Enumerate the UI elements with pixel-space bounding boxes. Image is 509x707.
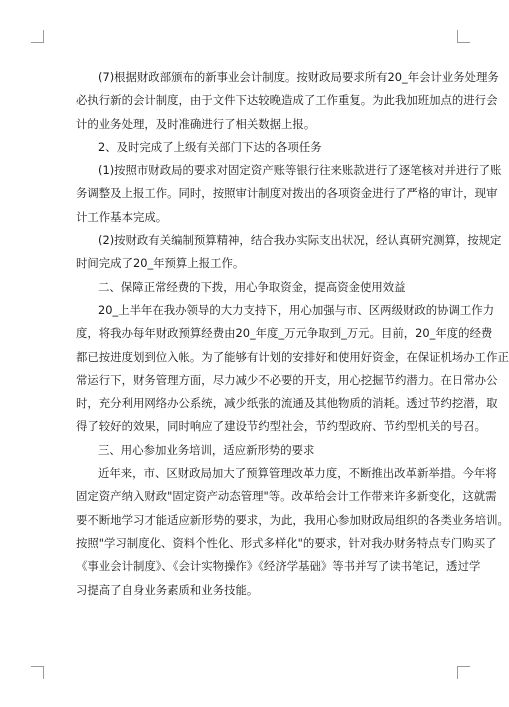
paragraph-line: 计的业务处理，及时准确进行了相关数据上报。 xyxy=(76,116,316,131)
paragraph-line: (2)按财政有关编制预算精神，结合我办实际支出状况，经认真研究测算，按规定 xyxy=(98,233,502,248)
section-heading: 2、及时完成了上级有关部门下达的各项任务 xyxy=(98,139,322,154)
paragraph-line: 固定资产纳入财政"固定资产动态管理"等。改革给会计工作带来许多新变化，这就需 xyxy=(76,489,497,504)
crop-mark-bottom-left xyxy=(31,666,44,679)
paragraph-line: 时间完成了20_年预算上报工作。 xyxy=(76,256,245,271)
paragraph-line: 度，将我办每年财政预算经费由20_年度_万元争取到_万元。目前，20_年度的经费 xyxy=(76,326,493,341)
paragraph-line: 按照"学习制度化、资料个性化、形式多样化"的要求，针对我办财务特点专门购买了 xyxy=(76,535,497,550)
paragraph-line: (7)根据财政部颁布的新事业会计制度。按财政局要求所有20_年会计业务处理务 xyxy=(98,70,499,84)
document-body xyxy=(76,66,509,602)
crop-mark-top-left xyxy=(31,30,44,43)
paragraph-line: 务调整及上报工作。同时，按照审计制度对拨出的各项资金进行了严格的审计，现审 xyxy=(76,186,498,201)
paragraph-line: 都已按进度划到位入帐。为了能够有计划的安排好和使用好资金，在保证机场办工作正 xyxy=(76,349,509,364)
paragraph-line: 常运行下，财务管理方面，尽力减少不必要的开支，用心挖掘节约潜力。在日常办公 xyxy=(76,372,498,387)
paragraph-line: 《事业会计制度》、《会计实物操作》《经济学基础》等书并写了读书笔记，透过学 xyxy=(76,559,481,574)
paragraph-line: 20_上半年在我办领导的大力支持下，用心加强与市、区两级财政的协调工作力 xyxy=(98,302,495,317)
crop-mark-bottom-right xyxy=(457,666,470,679)
paragraph-line: 近年来，市、区财政局加大了预算管理改革力度，不断推出改革新举措。今年将 xyxy=(98,466,497,481)
paragraph-line: 得了较好的效果，同时响应了建设节约型社会，节约型政府、节约型机关的号召。 xyxy=(76,419,487,434)
paragraph-line: 要不断地学习才能适应新形势的要求，为此，我用心参加财政局组织的各类业务培训。 xyxy=(76,512,509,527)
paragraph-line: (1)按照市财政局的要求对固定资产账等银行往来账款进行了逐笔核对并进行了账 xyxy=(98,163,502,178)
section-heading: 三、用心参加业务培训，适应新形势的要求 xyxy=(98,442,315,457)
paragraph-line: 必执行新的会计制度，由于文件下达较晚造成了工作重复。为此我加班加点的进行会 xyxy=(76,93,498,108)
crop-mark-top-right xyxy=(457,30,470,43)
section-heading: 二、保障正常经费的下拨，用心争取资金，提高资金使用效益 xyxy=(98,279,406,294)
paragraph-line: 习提高了自身业务素质和业务技能。 xyxy=(76,582,259,597)
paragraph-line: 时，充分利用网络办公系统，减少纸张的流通及其他物质的消耗。透过节约挖潜，取 xyxy=(76,396,498,411)
paragraph-line: 计工作基本完成。 xyxy=(76,209,168,224)
